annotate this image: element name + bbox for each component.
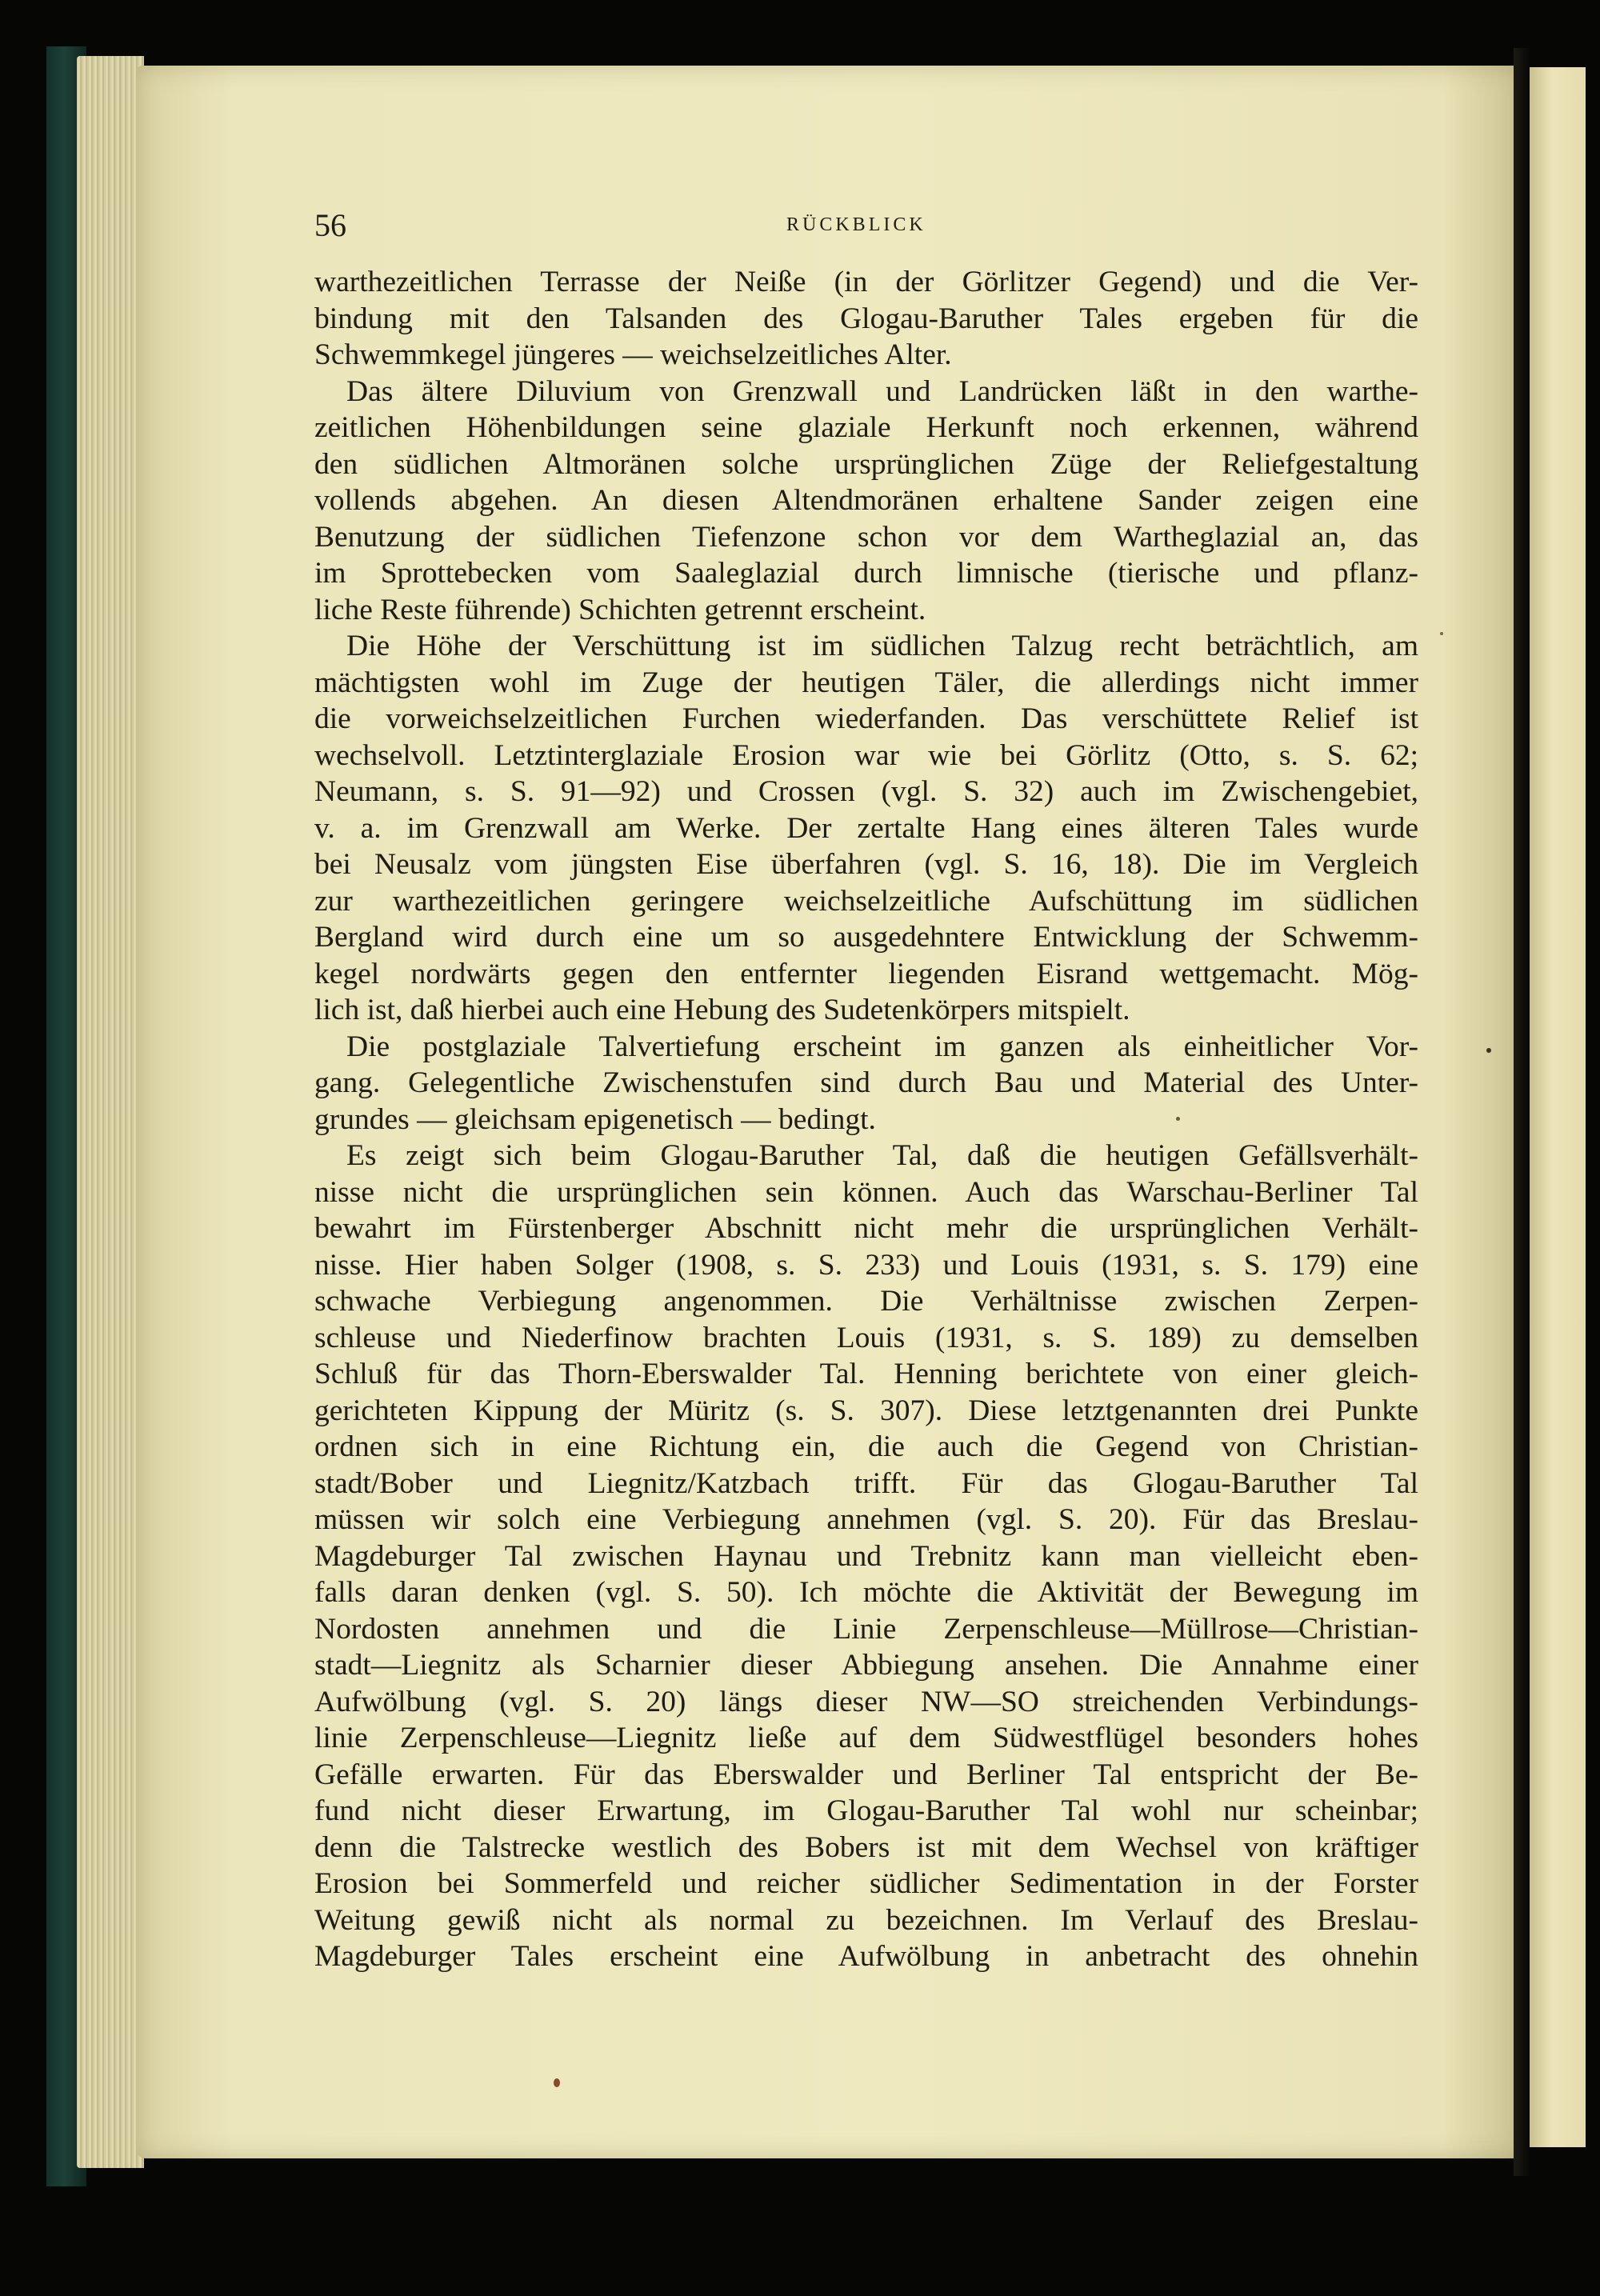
text-line: stadt—Liegnitz als Scharnier dieser Abbiegung ansehen. Die Annahme einer [314, 1649, 1418, 1682]
text-line: Das ältere Diluvium von Grenzwall und Landrücken läßt in den warthe- [346, 374, 1418, 408]
text-line: zur warthezeitlichen geringere weichselzeitliche Aufschüttung im südlichen [314, 884, 1418, 918]
paper-speck [1486, 1048, 1491, 1053]
body-text [314, 264, 1418, 1975]
text-line: Erosion bei Sommerfeld und reicher südlicher Sedimentation in der Forster [314, 1867, 1418, 1900]
text-line: gerichteten Kippung der Müritz (s. S. 307). Diese letztgenannten drei Punkte [314, 1394, 1418, 1427]
text-line: Gefälle erwarten. Für das Eberswalder und Berliner Tal entspricht der Be- [314, 1758, 1418, 1791]
text-line: bei Neusalz vom jüngsten Eise überfahren (vgl. S. 16, 18). Die im Vergleich [314, 848, 1418, 881]
text-line: im Sprottebecken vom Saaleglazial durch limnische (tierische und pflanz- [314, 557, 1418, 590]
text-line: müssen wir solch eine Verbiegung annehmen (vgl. S. 20). Für das Breslau- [314, 1503, 1418, 1536]
text-line: nisse nicht die ursprünglichen sein können. Auch das Warschau-Berliner Tal [314, 1175, 1418, 1209]
text-line: Es zeigt sich beim Glogau-Baruther Tal, daß die heutigen Gefällsverhält- [346, 1139, 1418, 1172]
paper-speck [1440, 632, 1443, 635]
page-stack-edge [77, 56, 144, 2168]
text-line: denn die Talstrecke westlich des Bobers ist mit dem Wechsel von kräftiger [314, 1830, 1418, 1864]
text-line: schleuse und Niederfinow brachten Louis (1931, s. S. 189) zu demselben [314, 1321, 1418, 1354]
text-line: liche Reste führende) Schichten getrennt erscheint. [314, 593, 926, 626]
text-line: Die postglaziale Talvertiefung erscheint im ganzen als einheitlicher Vor- [346, 1030, 1418, 1063]
text-line: mächtigsten wohl im Zuge der heutigen Täler, die allerdings nicht immer [314, 666, 1418, 699]
text-line: Weitung gewiß nicht als normal zu bezeichnen. Im Verlauf des Breslau- [314, 1903, 1418, 1937]
book-gutter [1514, 48, 1531, 2176]
text-line: Die Höhe der Verschüttung ist im südlichen Talzug recht beträchtlich, am [346, 630, 1418, 662]
paper-speck [1176, 1117, 1180, 1121]
text-line: Magdeburger Tales erscheint eine Aufwölbung in anbetracht des ohnehin [314, 1940, 1418, 1973]
text-line: wechselvoll. Letztinterglaziale Erosion war wie bei Görlitz (Otto, s. S. 62; [314, 738, 1418, 772]
text-line: gang. Gelegentliche Zwischenstufen sind durch Bau und Material des Unter- [314, 1066, 1418, 1099]
running-head: RÜCKBLICK [786, 214, 926, 235]
text-line: Bergland wird durch eine um so ausgedehntere Entwicklung der Schwemm- [314, 921, 1418, 954]
text-line: den südlichen Altmoränen solche ursprünglichen Züge der Reliefgestaltung [314, 447, 1418, 481]
text-line: warthezeitlichen Terrasse der Neiße (in der Görlitzer Gegend) und die Ver- [314, 266, 1418, 298]
text-line: Neumann, s. S. 91—92) und Crossen (vgl. S. 32) auch im Zwischengebiet, [314, 775, 1418, 808]
text-line: kegel nordwärts gegen den entfernter liegenden Eisrand wettgemacht. Mög- [314, 957, 1418, 990]
text-line: Schwemmkegel jüngeres — weichselzeitliches Alter. [314, 338, 952, 371]
page-number: 56 [314, 207, 346, 243]
text-line: linie Zerpenschleuse—Liegnitz ließe auf dem Südwestflügel besonders hohes [314, 1722, 1418, 1754]
text-line: Magdeburger Tal zwischen Haynau und Trebnitz kann man vielleicht eben- [314, 1539, 1418, 1573]
text-line: ordnen sich in eine Richtung ein, die auch die Gegend von Christian- [314, 1430, 1418, 1463]
paper-speck [554, 2078, 560, 2087]
text-line: bewahrt im Fürstenberger Abschnitt nicht mehr die ursprünglichen Verhält- [314, 1212, 1418, 1245]
text-line: Schluß für das Thorn-Eberswalder Tal. Henning berichtete von einer gleich- [314, 1358, 1418, 1390]
next-page-edge [1530, 67, 1586, 2147]
text-line: falls daran denken (vgl. S. 50). Ich möchte die Aktivität der Bewegung im [314, 1576, 1418, 1609]
text-line: grundes — gleichsam epigenetisch — bedingt. [314, 1102, 876, 1136]
text-line: schwache Verbiegung angenommen. Die Verhältnisse zwischen Zerpen- [314, 1285, 1418, 1318]
text-line: nisse. Hier haben Solger (1908, s. S. 233) und Louis (1931, s. S. 179) eine [314, 1248, 1418, 1282]
text-line: die vorweichselzeitlichen Furchen wiederfanden. Das verschüttete Relief ist [314, 702, 1418, 735]
text-line: lich ist, daß hierbei auch eine Hebung des Sudetenkörpers mitspielt. [314, 994, 1130, 1026]
text-line: vollends abgehen. An diesen Altendmoränen erhaltene Sander zeigen eine [314, 484, 1418, 517]
text-line: bindung mit den Talsanden des Glogau-Baruther Tales ergeben für die [314, 302, 1418, 335]
text-line: zeitlichen Höhenbildungen seine glaziale Herkunft noch erkennen, während [314, 411, 1418, 444]
text-line: Benutzung der südlichen Tiefenzone schon vor dem Wartheglazial an, das [314, 520, 1418, 554]
text-line: v. a. im Grenzwall am Werke. Der zertalte Hang eines älteren Tales wurde [314, 811, 1418, 845]
page-header [314, 206, 1418, 246]
text-line: Aufwölbung (vgl. S. 20) längs dieser NW—SO streichenden Verbindungs- [314, 1685, 1418, 1718]
text-line: fund nicht dieser Erwartung, im Glogau-Baruther Tal wohl nur scheinbar; [314, 1794, 1418, 1827]
text-line: stadt/Bober und Liegnitz/Katzbach trifft. Für das Glogau-Baruther Tal [314, 1466, 1418, 1500]
text-line: Nordosten annehmen und die Linie Zerpenschleuse—Müllrose—Christian- [314, 1612, 1418, 1646]
